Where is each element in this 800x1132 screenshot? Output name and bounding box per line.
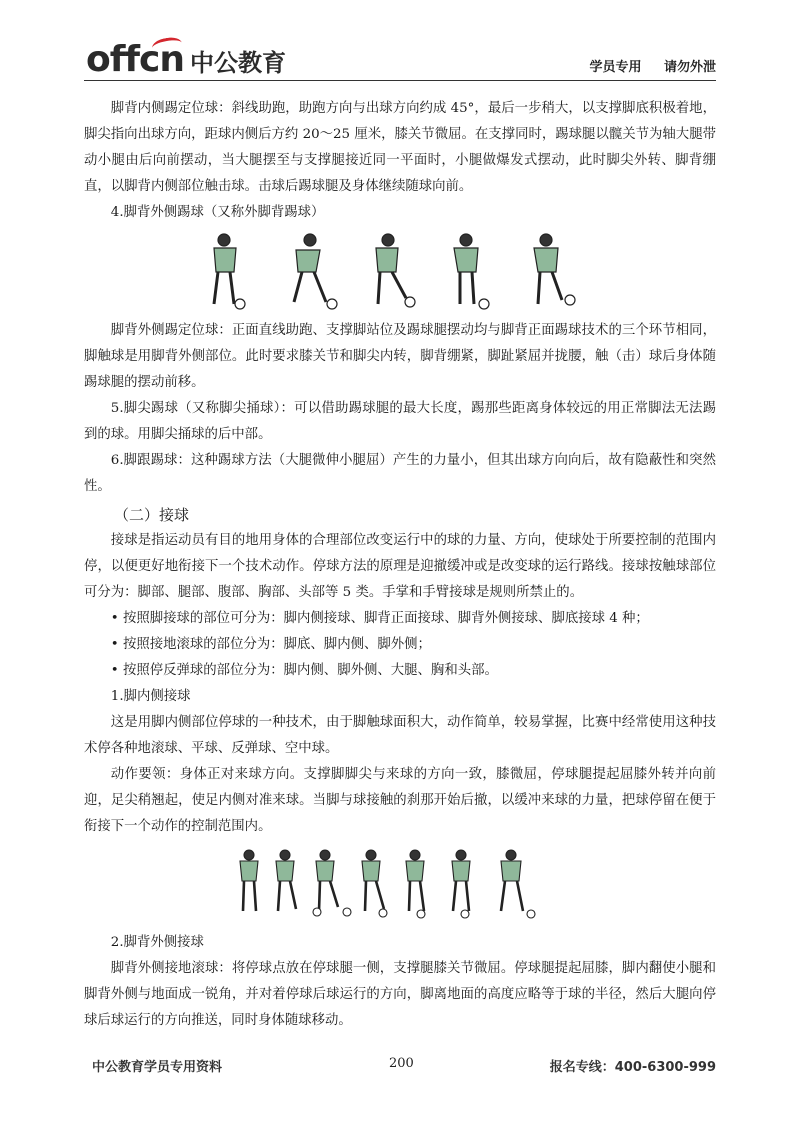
section-heading-receive: （二）接球 [114, 506, 190, 524]
logo-cn-text: 中公教育 [190, 49, 287, 77]
header-tags [589, 56, 716, 75]
paragraph-heel-kick: 6.脚跟踢球：这种踢球方法（大腿微伸小腿屈）产生的力量小，但其出球方向向后，故有隐蔽性和突然性。 [84, 453, 716, 494]
paragraph-outside-instep-receive: 脚背外侧接地滚球：将停球点放在停球腿一侧，支撑腿膝关节微屈。停球腿提起屈膝，脚内翻使小腿和脚背外侧与地面成一锐角，并对着停球后球运行的方向，脚离地面的高度应略等于球的半径，然后大腿向停球后球运行的方向推送，同时身体随球移动。 [84, 961, 716, 1028]
soccer-player-receive-sequence-icon [235, 846, 565, 924]
heading-outside-instep-kick: 4.脚背外侧踢球（又称外脚背踢球） [110, 205, 325, 220]
header-tag-students: 学员专用 [589, 60, 642, 75]
heading-inside-foot-receive: 1.脚内侧接球 [110, 689, 191, 704]
paragraph-receive-intro: 接球是指运动员有目的地用身体的合理部位改变运行中的球的力量、方向，使球处于所要控制的范围内停，以便更好地衔接下一个技术动作。停球方法的原理是迎撤缓冲或是改变球的运行路线。接球按触球部位可分为：脚部、腿部、腹部、胸部、头部等 5 类。手掌和手臂接球是规则所禁止的。 [84, 533, 716, 600]
kick-sequence-figure [84, 232, 716, 312]
bullet-bounce-ball: • 按照停反弹球的部位分为：脚内侧、脚外侧、大腿、胸和头部。 [110, 663, 498, 678]
header-divider [84, 80, 716, 81]
logo-text: offcn [86, 39, 185, 80]
paragraph-toe-kick: 5.脚尖踢球（又称脚尖捅球）：可以借助踢球腿的最大长度，踢那些距离身体较远的用正常脚法无法踢到的球。用脚尖捅球的后中部。 [84, 401, 716, 442]
page-content [84, 96, 716, 1034]
offcn-logo [86, 36, 286, 80]
header-tag-confidential: 请勿外泄 [663, 60, 716, 75]
bullet-foot-parts: • 按照脚接球的部位可分为：脚内侧接球、脚背正面接球、脚背外侧接球、脚底接球 4 种； [110, 611, 649, 626]
paragraph-inside-foot-technique: 动作要领：身体正对来球方向。支撑脚脚尖与来球的方向一致，膝微屈，停球腿提起屈膝外转并向前迎，足尖稍翘起，使足内侧对准来球。当脚与球接触的刹那开始后撤，以缓冲来球的力量，把球停留在便于衔接下一个动作的控制范围内。 [84, 767, 716, 834]
footer-hotline: 报名专线：400-6300-999 [549, 1060, 716, 1075]
footer-label: 中公教育学员专用资料 [92, 1060, 223, 1075]
bullet-ground-ball: • 按照接地滚球的部位分为：脚底、脚内侧、脚外侧； [110, 637, 431, 652]
paragraph-instep-inside: 脚背内侧踢定位球：斜线助跑，助跑方向与出球方向约成 45°，最后一步稍大，以支撑脚底积极着地，脚尖指向出球方向，距球内侧后方约 20～25 厘米，膝关节微屈。在支撑同时，踢球腿以髋关节为轴大腿带动小腿由后向前摆动，当大腿摆至与支撑腿接近同一平面时，小腿做爆发式摆动，此时脚尖外转、脚背绷直，以脚背内侧部位触击球。击球后踢球腿及身体继续随球向前。 [84, 101, 716, 194]
receive-sequence-figure [84, 846, 716, 924]
soccer-player-kick-sequence-icon [190, 232, 610, 312]
heading-outside-instep-receive: 2.脚背外侧接球 [110, 935, 204, 950]
paragraph-inside-foot-intro: 这是用脚内侧部位停球的一种技术，由于脚触球面积大，动作简单，较易掌握，比赛中经常使用这种技术停各种地滚球、平球、反弹球、空中球。 [84, 715, 716, 756]
page-number: 200 [389, 1056, 414, 1071]
paragraph-outside-instep: 脚背外侧踢定位球：正面直线助跑、支撑脚站位及踢球腿摆动均与脚背正面踢球技术的三个环节相同，脚触球是用脚背外侧部位。此时要求膝关节和脚尖内转，脚背绷紧，脚趾紧屈并拢腰，触（击）球后身体随踢球腿的摆动前移。 [84, 323, 716, 390]
